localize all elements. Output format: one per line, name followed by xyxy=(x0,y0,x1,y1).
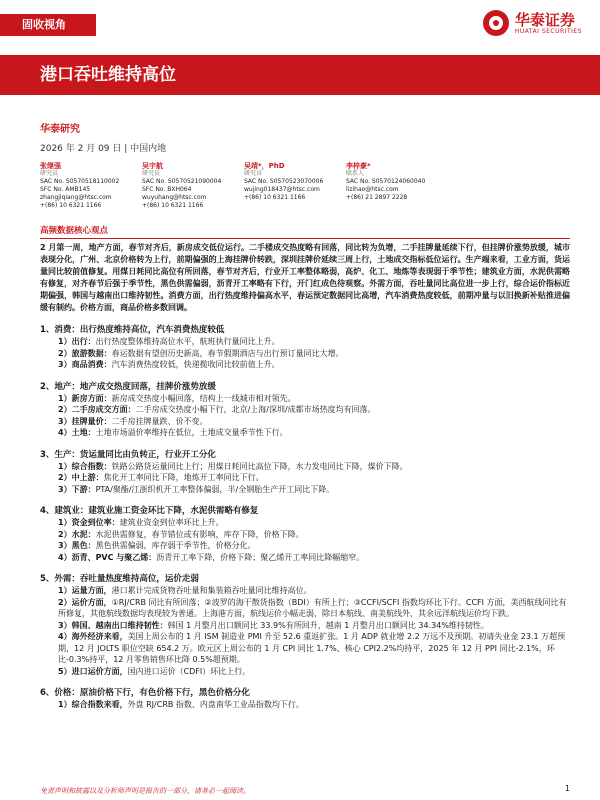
item-text: ①RJ/CRB 同比有所回落；②波罗的海干散货指数（BDI）有所上行；③CCFI/SCFI 指数均环比下行。CCFI 方面，美西航线同比有所修复，其他航线数据均表现较为普通。上海港方面，航线运价小幅走弱，除日本航线、南美航线外，其余远洋航线运价均下跌。 xyxy=(58,597,567,618)
section-title: 4、建筑业：建筑业施工资金环比下降，水泥供需略有修复 xyxy=(40,506,259,516)
author-phone: +(86) 21 2897 2228 xyxy=(346,194,408,201)
item-text: 港口累计完成货物吞吐量和集装箱吞吐量同比维持高位。 xyxy=(111,586,312,595)
author-card xyxy=(346,162,448,210)
item-text: 沥青开工率下降，价格下降；聚乙烯开工率同比降幅缩窄。 xyxy=(156,552,365,562)
item-text: 土地市场溢价率维持在低位，土地成交量季节性下行。 xyxy=(95,428,288,437)
item-label: 1）综合指数： xyxy=(58,461,112,471)
report-date: 2026 年 2 月 09 日 | 中国内地 xyxy=(40,144,167,154)
item-label: 1）出行： xyxy=(58,337,96,346)
item-label: 3）黑色： xyxy=(58,541,96,550)
item-label: 2）二手房成交方面： xyxy=(58,405,136,414)
author-email[interactable]: zhangjiqiang@htsc.com xyxy=(40,194,112,201)
section-item xyxy=(40,404,570,416)
item-text: 建筑业资金到位率环比上升。 xyxy=(119,518,224,527)
author-role: 研究员 xyxy=(40,170,59,177)
brand-logo xyxy=(483,10,582,36)
author-name: 李梓豪* xyxy=(346,162,371,170)
section xyxy=(40,381,570,439)
brand-name-en: HUATAI SECURITIES xyxy=(514,27,582,35)
item-text: 水泥供需修复，春节错位或有影响，库存下降，价格下降。 xyxy=(95,529,304,539)
section-item xyxy=(40,348,570,360)
author-role: 研究员 xyxy=(244,170,263,177)
section xyxy=(40,505,570,563)
section-item xyxy=(40,393,570,405)
item-text: 出行热度整体维持高位水平，航班执行量同比上升。 xyxy=(95,337,280,346)
item-text: 二手房成交热度小幅下行，北京/上海/深圳/成都市场热度均有回落。 xyxy=(135,405,376,414)
section xyxy=(40,573,570,677)
author-sac: SAC No. S0570523070006 xyxy=(244,178,324,185)
section xyxy=(40,449,570,496)
report-body xyxy=(40,120,570,711)
item-label: 3）商品消费： xyxy=(58,360,112,369)
item-label: 4）海外经济来看， xyxy=(58,632,128,641)
report-title: 港口吞吐维持高位 xyxy=(40,65,176,85)
author-card xyxy=(244,162,346,210)
section-item xyxy=(40,699,570,711)
item-text: 春运数据有望创历史新高，春节假期酒店与出行预订量同比大增。 xyxy=(111,348,344,358)
item-label: 1）综合指数来看， xyxy=(58,700,128,709)
firm-name: 华泰研究 xyxy=(40,124,80,135)
item-label: 5）进口运价方面， xyxy=(58,666,128,676)
column-tag: 固收视角 xyxy=(0,14,96,36)
page-number: 1 xyxy=(564,784,570,793)
section-item xyxy=(40,359,570,371)
section-item xyxy=(40,585,570,597)
section-title: 1、消费：出行热度维持高位，汽车消费热度较低 xyxy=(40,325,225,335)
author-email[interactable]: wujing018437@htsc.com xyxy=(244,186,320,193)
section-item xyxy=(40,517,570,529)
author-name: 吴宇航 xyxy=(142,162,163,170)
item-label: 1）新房方面： xyxy=(58,393,112,403)
author-sfc: SFC No. BXH064 xyxy=(142,186,192,193)
section-item xyxy=(40,484,570,496)
author-card xyxy=(142,162,244,210)
author-phone: +(86) 10 6321 1166 xyxy=(244,194,306,201)
author-email[interactable]: wuyuhang@htsc.com xyxy=(142,194,207,201)
section-item xyxy=(40,472,570,484)
brand-name: 华泰证券 xyxy=(514,10,575,29)
section-item xyxy=(40,540,570,552)
author-name: 张继强 xyxy=(40,162,61,170)
item-label: 1）运量方面， xyxy=(58,586,112,595)
item-label: 3）韩国、越南出口维持韧性： xyxy=(58,620,168,630)
item-text: PTA/聚酯/江浙织机开工率整体偏弱，半/全钢胎生产开工同比下降。 xyxy=(95,484,335,494)
author-sac: SAC No. S0570518110002 xyxy=(40,178,120,185)
section-title: 6、价格：原油价格下行，有色价格下行，黑色价格分化 xyxy=(40,688,250,698)
item-label: 2）中上游： xyxy=(58,473,104,482)
section-item xyxy=(40,597,570,620)
title-banner xyxy=(0,55,600,95)
huatai-logo-icon xyxy=(483,10,509,36)
author-role: 研究员 xyxy=(142,170,161,177)
section-item xyxy=(40,336,570,348)
item-label: 2）运价方面， xyxy=(58,597,112,607)
item-label: 1）资金到位率： xyxy=(58,518,120,527)
disclaimer: 免责声明和披露以及分析师声明是报告的一部分，请务必一起阅读。 xyxy=(40,787,250,795)
section-title: 3、生产：货运量同比由负转正，行业开工分化 xyxy=(40,449,216,460)
section-item xyxy=(40,427,570,439)
section-item xyxy=(40,666,570,678)
section xyxy=(40,687,570,711)
author-sac: SAC No. S0570124060040 xyxy=(346,178,426,185)
item-label: 4）土地： xyxy=(58,428,96,437)
section-item xyxy=(40,529,570,541)
section-title: 2、地产：地产成交热度回落，挂牌价涨势放缓 xyxy=(40,381,216,392)
author-email[interactable]: lizihao@htsc.com xyxy=(346,186,399,193)
item-text: 二手房挂牌量跌、价不变。 xyxy=(111,416,208,426)
item-text: 韩国 1 月整月出口额同比 33.9%有所回升，越南 1 月整月出口额同比 34.34%维持韧性。 xyxy=(167,620,489,630)
section-item xyxy=(40,631,570,666)
abstract-text: 2 月第一周，地产方面，春节对齐后，新房成交低位运行。二手楼成交热度略有回落，同比转为负增，二手挂牌量延续下行，但挂牌价涨势放缓，城市表现分化，广州、北京价格转为上行，前期偏强的上海挂牌价转跌，深圳挂牌价延续三周上行，土地成交指标低位运行。生产端来看，工业方面，货运量同比较前值修复。用煤日耗同比高位有所回落，春节对齐后，行业开工率整体略弱，高炉、化工、地炼等表现弱于季节性；建筑业方面，水泥供需略有修复，对齐春节后强于季节性，黑色供需偏弱，沥青开工率略有下行，开门红成色待观察。外需方面，吞吐量同比高位进一步上行，综合运价指标近期偏强，韩国与越南出口维持韧性。消费方面，出行热度维持偏高水平，春运预定数据同比高增，汽车消费热度较低，前期冲量与以旧换新补贴推进偏缓有制约。价格方面，商品价格多数回调。 xyxy=(40,243,570,312)
item-label: 2）水泥： xyxy=(58,529,96,539)
author-name: 吴靖*，PhD xyxy=(244,162,285,170)
section-item xyxy=(40,552,570,564)
item-label: 4）沥青、PVC 与聚乙烯： xyxy=(58,552,157,562)
author-sfc: SFC No. AMB145 xyxy=(40,186,91,193)
item-text: 汽车消费热度较低，快递揽收同比较前值上升。 xyxy=(111,360,280,369)
author-sac: SAC No. S0570521090004 xyxy=(142,178,222,185)
author-card xyxy=(40,162,142,210)
author-phone: +(86) 10 6321 1166 xyxy=(40,202,102,209)
item-text: 新房成交热度小幅回落，结构上一线城市相对领先。 xyxy=(111,393,296,403)
item-text: 黑色供需偏弱，库存弱于季节性，价格分化。 xyxy=(95,541,256,550)
section-item xyxy=(40,416,570,428)
abstract-heading: 高频数据核心观点 xyxy=(40,224,570,239)
item-text: 铁路公路货运量同比上行；用煤日耗同比高位下降，水力发电同比下降，煤价下降。 xyxy=(111,461,408,471)
author-list xyxy=(40,162,570,210)
item-text: 焦化开工率同比下降，地炼开工率同比下行。 xyxy=(103,473,264,482)
item-label: 3）下游： xyxy=(58,484,96,494)
section-item xyxy=(40,620,570,632)
section xyxy=(40,324,570,371)
section-title: 5、外需：吞吐量热度维持高位，运价走弱 xyxy=(40,574,199,584)
section-item xyxy=(40,461,570,473)
item-label: 3）挂牌量价： xyxy=(58,416,112,426)
item-text: 美国上周公布的 1 月 ISM 制造业 PMI 升至 52.6 重返扩张。1 月 ADP 就业增 2.2 万远不及预期。初请失业金 23.1 万超预期，12 月 JOLTS 职位空缺 654.2 万。欧元区上周公布的 1 月 CPI 同比 1.7%、核心 CPI2.2%均持平，2025 年 12 月 PPI 同比-2.1%，环比-0.3%持平，12 月零售销售环比降 0.5%超预期。 xyxy=(58,632,566,664)
item-text: 国内进口运价（CDFI）环比上行。 xyxy=(127,666,251,676)
item-label: 2）旅游数据： xyxy=(58,348,112,358)
author-phone: +(86) 10 6321 1166 xyxy=(142,202,204,209)
item-text: 外盘 RJ/CRB 指数、内盘南华工业品指数均下行。 xyxy=(127,700,304,709)
author-role: 联系人 xyxy=(346,170,365,177)
section-list xyxy=(40,324,570,711)
